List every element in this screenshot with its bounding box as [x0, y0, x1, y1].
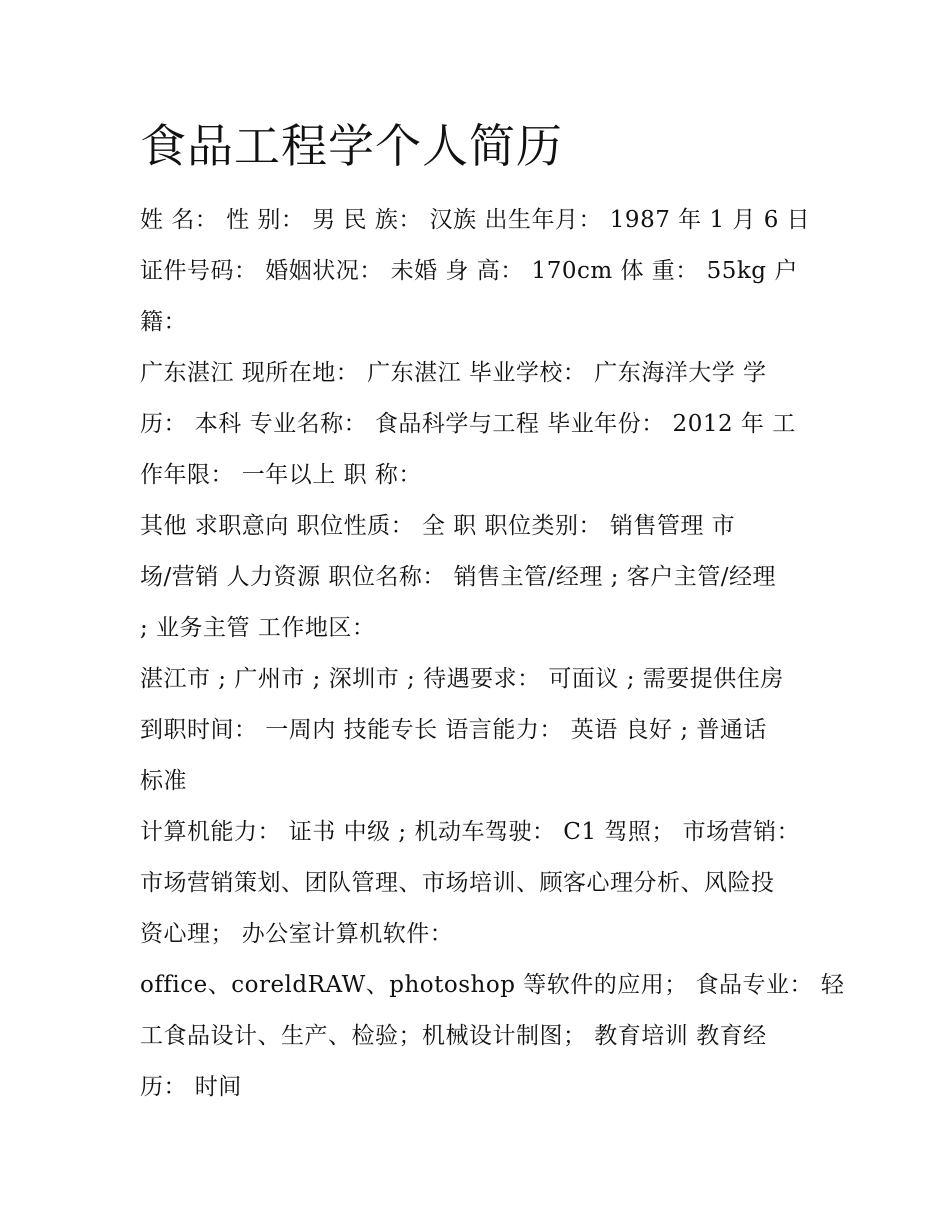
text-line: 作年限： 一年以上 职 称：	[140, 462, 422, 488]
text-line: 工食品设计、生产、检验；机械设计制图； 教育培训 教育经	[140, 1023, 767, 1049]
text-line: ; 业务主管 工作地区：	[140, 615, 376, 641]
text-line: 资心理； 办公室计算机软件：	[140, 921, 454, 947]
text-line: 姓 名： 性 别： 男 民 族： 汉族 出生年月： 1987 年 1 月 6 日	[140, 207, 811, 233]
text-line: 湛江市 ; 广州市 ; 深圳市 ; 待遇要求： 可面议 ; 需要提供住房	[140, 666, 784, 692]
page-title: 食品工程学个人简历	[140, 119, 563, 173]
text-line: 计算机能力： 证书 中级 ; 机动车驾驶： C1 驾照； 市场营销：	[140, 819, 801, 845]
text-line: 其他 求职意向 职位性质： 全 职 职位类别： 销售管理 市	[140, 513, 736, 539]
text-line: 历： 本科 专业名称： 食品科学与工程 毕业年份： 2012 年 工	[140, 411, 796, 437]
text-line: 证件号码： 婚姻状况： 未婚 身 高： 170cm 体 重： 55kg 户	[140, 258, 798, 284]
text-line: 历： 时间	[140, 1074, 242, 1100]
text-line: 籍：	[140, 309, 187, 335]
text-line: 广东湛江 现所在地： 广东湛江 毕业学校： 广东海洋大学 学	[140, 360, 767, 386]
text-line: 市场营销策划、团队管理、市场培训、顾客心理分析、风险投	[140, 870, 775, 896]
text-line: office、coreldRAW、photoshop 等软件的应用； 食品专业： 轻	[140, 972, 845, 998]
text-line: 场/营销 人力资源 职位名称： 销售主管/经理 ; 客户主管/经理	[140, 564, 777, 590]
text-line: 到职时间： 一周内 技能专长 语言能力： 英语 良好 ; 普通话	[140, 717, 767, 743]
text-line: 标准	[140, 768, 187, 794]
